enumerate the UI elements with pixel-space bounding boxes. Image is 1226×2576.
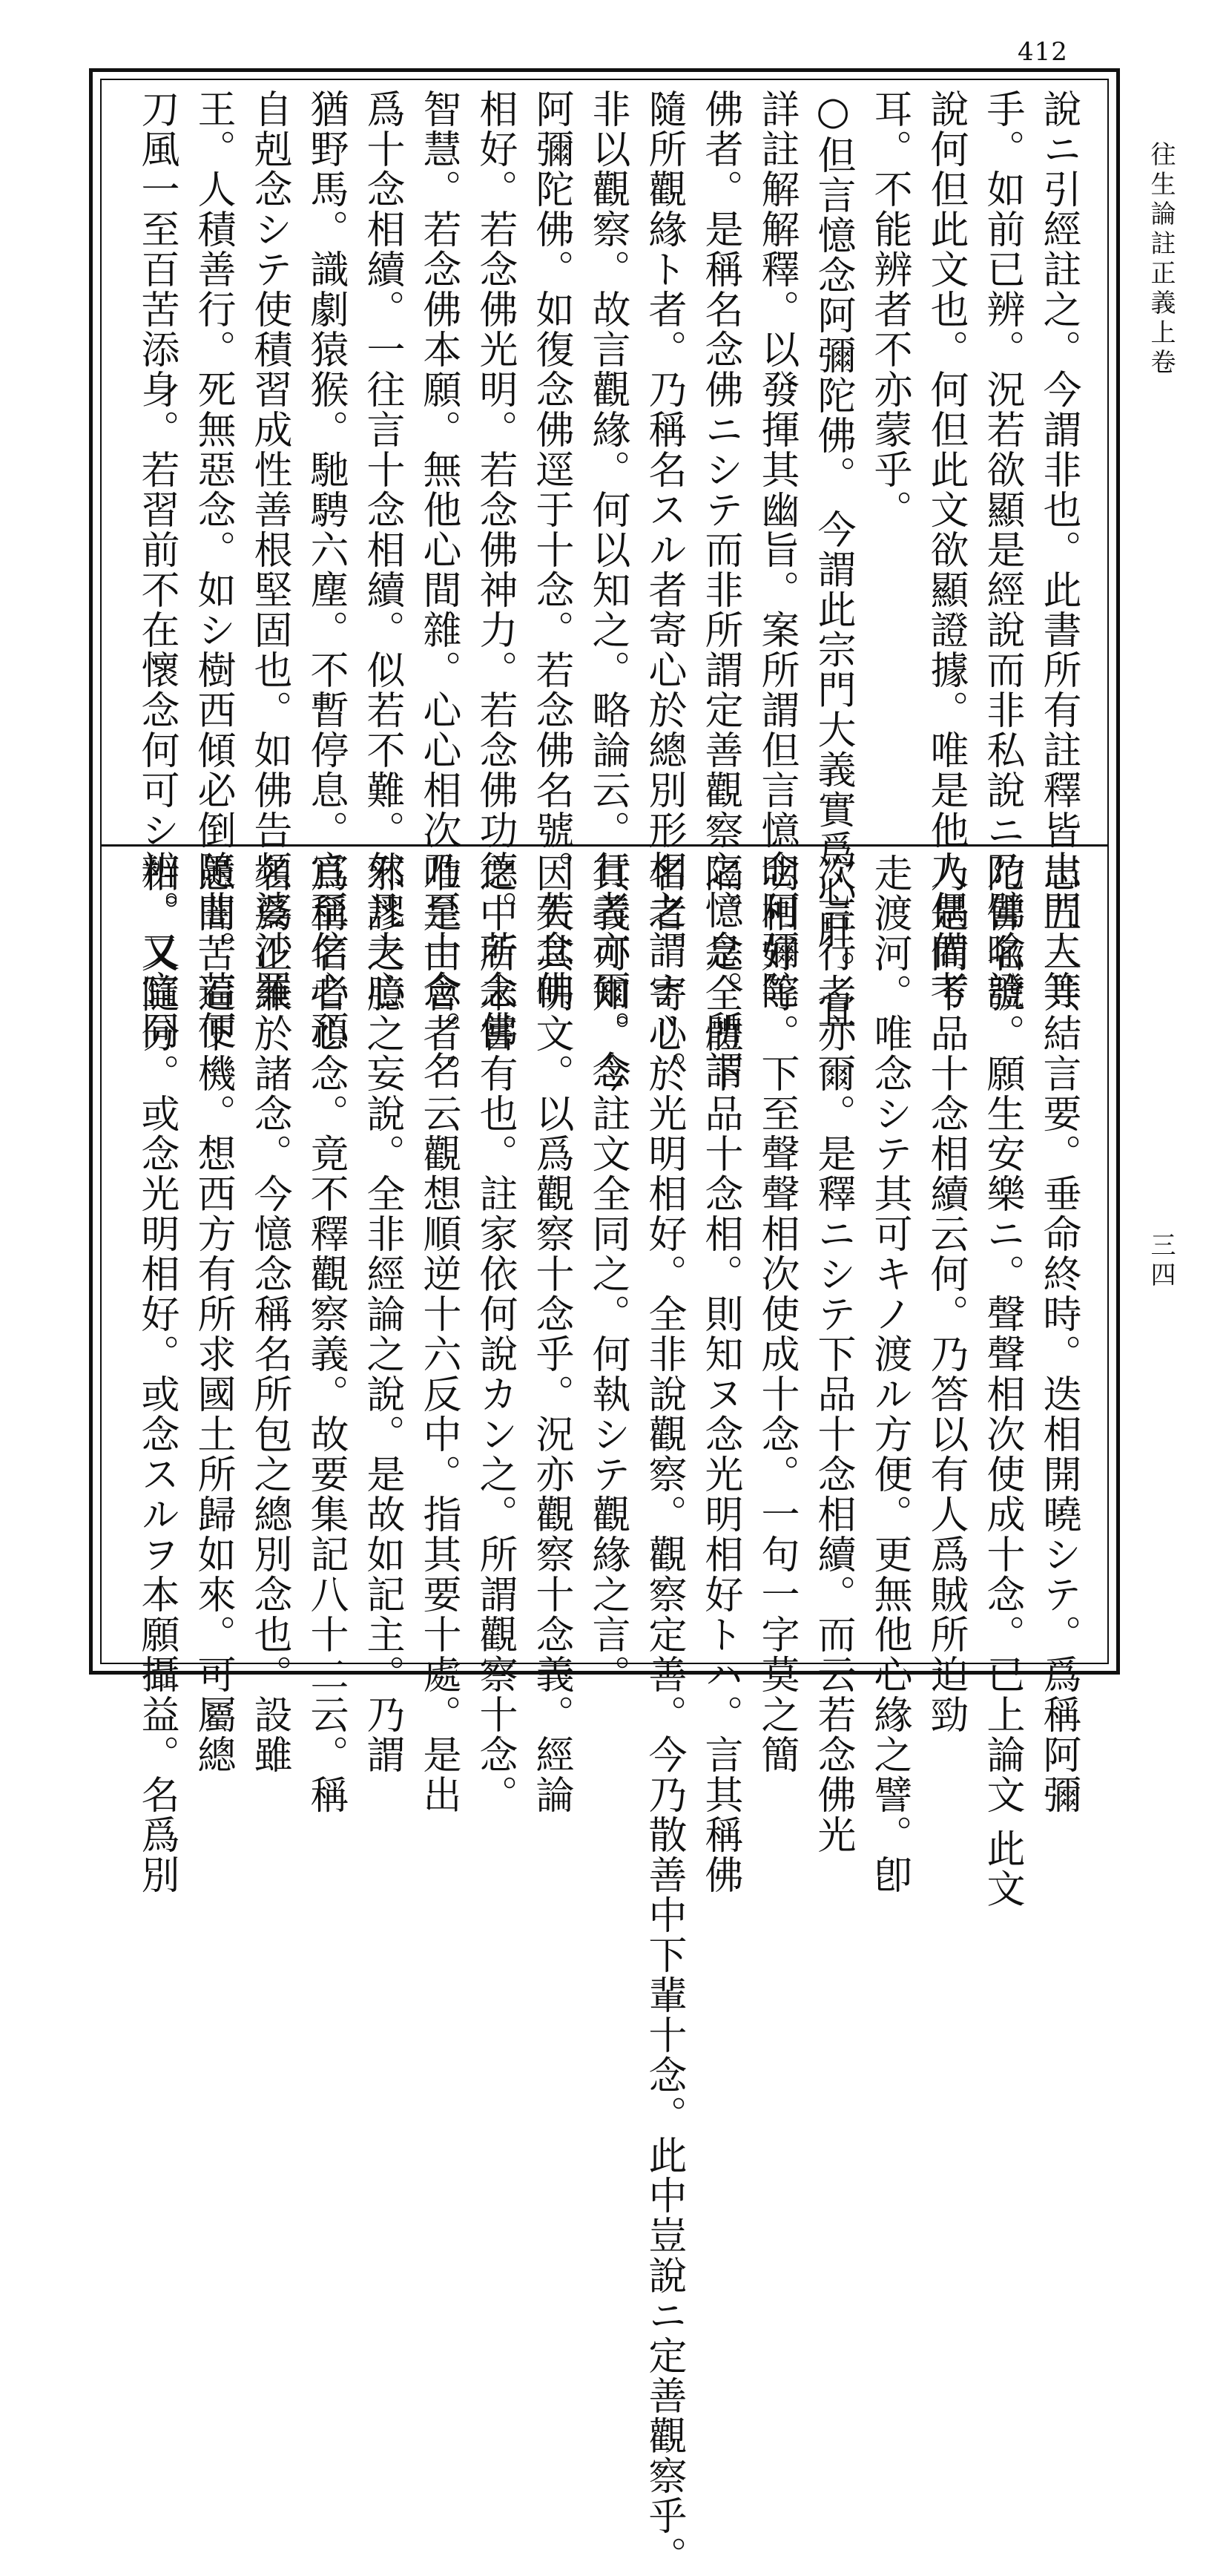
text-column: ○但言憶念阿彌陀佛。 今謂此宗門大義實爲心肝。宜 [811,89,855,1031]
text-column: 唯是由會者。云觀想順逆十六反中。指其要十處。是出 [416,853,461,1815]
text-column: 其義可知。今註文全同之。何執シテ觀緣之言。 [585,853,630,1695]
text-column: 相好。若念佛光明。若念佛神力。若念佛功德。若念佛 [472,89,517,1051]
page-number: 412 [1018,37,1068,67]
text-column: 走渡河。唯念シテ其可キノ渡ル方便。更無他心緣之譬。卽 [867,853,912,1895]
text-column: 爲稱名者心念。竟不釋觀察義。故要集記八十二云。稱 [303,853,348,1815]
text-column: 相。又隨分。或念光明相好。或念スルヲ本願攝益。名爲別 [134,853,179,1895]
text-column: 愚闇苦逼下機。想西方有所求國土所歸如來。可屬總 [191,853,235,1775]
text-column: 刀風一至百苦添身。若習前不在懷念何可シ辨。又宜同 [134,89,179,1051]
text-column: 說ニ引經註之。今謂非也。此書所有註釋皆出門人等 [1036,89,1081,1011]
text-column: 邪謬之臆之妄說。全非經論之說。是故如記主。乃謂 [360,853,404,1775]
text-column: 佛者。是稱名念佛ニシテ而非所謂定善觀察之憶念。所謂 [698,89,742,1091]
running-title: 往生論註正義上卷 [1146,141,1176,378]
text-column: 之中所未嘗有也。註家依何說カン之。所謂觀察十念。 [472,853,517,1815]
text-column: 陀佛名號。願生安樂ニ。聲聲相次使成十念。已上論文 此文 [980,853,1024,1909]
text-column: 猶野馬。識劇猿猴。馳騁六塵。不暫停息。宜至信心預 [303,89,348,1051]
text-column: 手。如前已辨。況若欲顯是經說而非私說ニ乃譬喩證 [980,89,1024,1011]
text-column: 隔。是全體下品十念相。則知ヌ念光明相好トハ。言其稱佛 [698,853,742,1895]
text-column: 說何但此文也。何但此文欲顯證據。唯是他人偶備考 [923,89,968,1011]
text-column: 詳註解解釋。以發揮其幽旨。案所謂但言憶念阿彌陀 [754,89,799,1011]
lower-text-block [130,853,1087,2576]
text-column: 次言行者亦爾。是釋ニシテ下品十念相續。而云若念佛光 [811,853,855,1855]
text-column: 耳。不能辨者不亦蒙乎。 [867,89,912,530]
text-column: 隨所觀緣ト者。乃稱名スル者寄心於總別形相之謂ナリ。 [642,89,686,1091]
folio: 三四 [1146,1232,1176,1291]
text-column: 乃是問下品十念相續云何。乃答以有人爲賊所迫勁 [923,853,968,1735]
text-column: 王。人積善行。死無惡念。如シ樹西傾必倒隨曲。若便 [191,89,235,1051]
text-column: 非以觀察。故言觀緣。何以知之。略論云。行者亦爾。念 [585,89,630,1091]
text-column: 爲十念相續。一往言十念相續。似若不難。然凡夫心 [360,89,404,1011]
text-column: 阿彌陀佛。如復念佛逕于十念。若念佛名號。若念佛 [529,89,573,1011]
text-column: 智慧。若念佛本願。無他心間雜。心心相次乃至十念。名 [416,89,461,1091]
upper-text-block [130,89,1087,1091]
text-column: 名者。寄心於光明相好。全非說觀察。觀察定善。今乃散善中下輩十念。此中豈說ニ定善觀察乎。 [642,853,686,2576]
text-column: 因失其明文。以爲觀察十念乎。況亦觀察十念義。經論 [529,853,573,1815]
text-column: 明相好等。下至聲聲相次使成十念。一句一字莫之簡 [754,853,799,1775]
text-column: 名爲正兼於諸念。今憶念稱名所包之總別念也。設雖 [247,853,291,1775]
text-column: 自剋念シテ使積習成性善根堅固也。如佛告頻婆沙羅 [247,89,291,1011]
text-column: 志五三共結言要。垂命終時。迭相開曉シテ。爲稱阿彌 [1036,853,1081,1815]
